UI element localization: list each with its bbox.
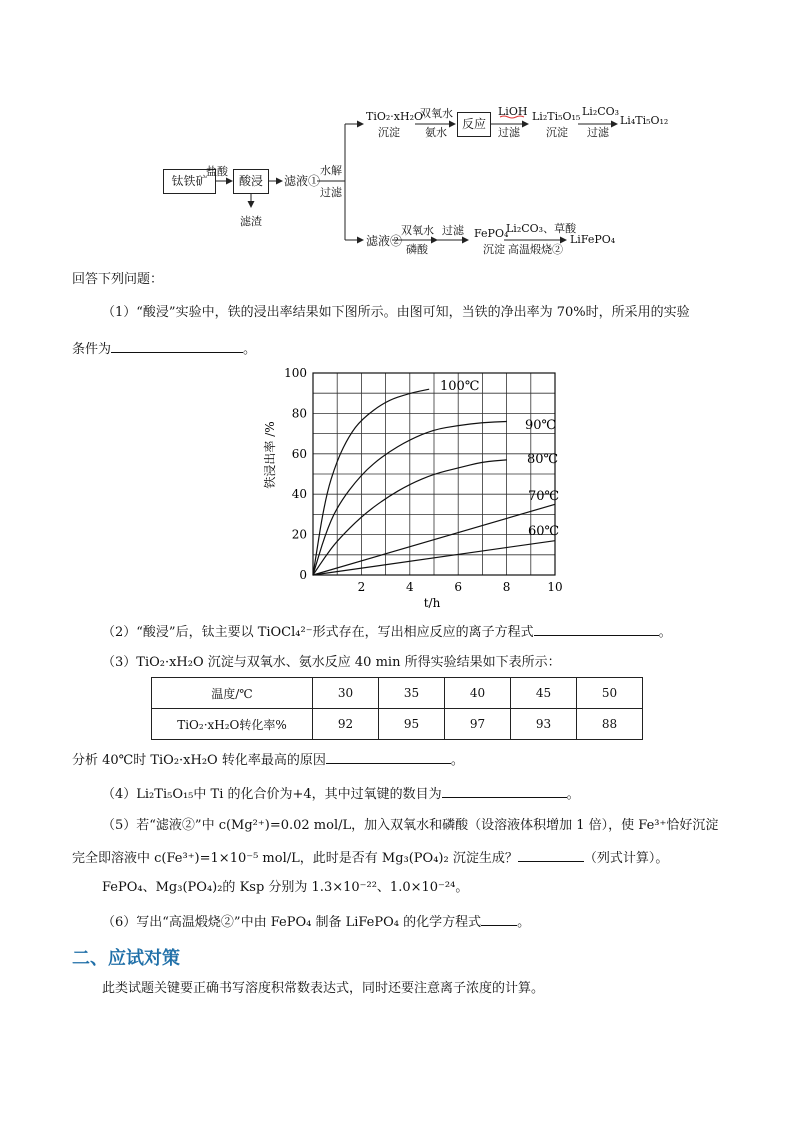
q3-intro: （3）TiO₂·xH₂O 沉淀与双氧水、氨水反应 40 min 所得实验结果如下表所示： <box>102 655 561 670</box>
label-filter-4: 过滤 <box>442 224 464 237</box>
x-tick-label: 4 <box>405 580 414 594</box>
intro-text: 回答下列问题： <box>72 272 164 287</box>
label-h2o2-2: 双氧水 <box>401 224 434 237</box>
table-row <box>152 709 643 740</box>
label-acid: 盐酸 <box>206 165 228 178</box>
box-react: 反应 <box>457 112 491 137</box>
label-lifepo4: LiFePO₄ <box>570 233 616 246</box>
label-li2co3-oxalic: Li₂CO₃、草酸 <box>506 222 577 235</box>
table-header-rate: TiO₂·xH₂O转化率% <box>152 709 313 740</box>
label-filtrate2: 滤液② <box>366 234 403 248</box>
y-tick-label: 40 <box>291 487 307 502</box>
q3-analysis: 分析 40℃时 TiO₂·xH₂O 转化率最高的原因 。 <box>72 750 464 770</box>
table-cell: 50 <box>577 678 643 709</box>
box-leach: 酸浸 <box>233 169 269 194</box>
label-hydrolysis: 水解 <box>320 164 342 177</box>
q4-text: （4）Li₂Ti₅O₁₅中 Ti 的化合价为+4，其中过氧键的数目为 。 <box>102 784 580 804</box>
chart-labels <box>262 366 563 610</box>
table-cell: 95 <box>379 709 445 740</box>
label-filter-3: 过滤 <box>587 126 609 139</box>
label-fepo4: FePO₄ <box>474 227 509 240</box>
section-body: 此类试题关键要正确书写溶度积常数表达式，同时还要注意离子浓度的计算。 <box>102 981 545 996</box>
label-precipitate-3: 沉淀 <box>483 243 505 256</box>
label-h2o2-1: 双氧水 <box>420 107 453 120</box>
y-tick-label: 60 <box>291 446 307 461</box>
label-filter-2: 过滤 <box>498 126 520 139</box>
q5-answer-blank[interactable] <box>518 848 584 862</box>
label-li4ti5o12: Li₄Ti₅O₁₂ <box>620 114 669 127</box>
label-tio2: TiO₂·xH₂O <box>366 110 424 123</box>
series-label: 60℃ <box>528 524 560 539</box>
series-label: 90℃ <box>525 418 557 433</box>
q1-line2: 条件为 。 <box>72 339 256 359</box>
q3-answer-blank[interactable] <box>326 750 451 764</box>
q6-answer-blank[interactable] <box>481 912 517 926</box>
y-axis-label: 铁浸出率 /% <box>263 421 277 489</box>
q1-line1: （1）“酸浸”实验中，铁的浸出率结果如下图所示。由图可知，当铁的净出率为 70%时，所采用的实验 <box>102 305 690 320</box>
q4-answer-blank[interactable] <box>442 784 567 798</box>
section-heading: 二、应试对策 <box>72 948 180 969</box>
table-cell: 30 <box>313 678 379 709</box>
q5-line2: 完全即溶液中 c(Fe³⁺)=1×10⁻⁵ mol/L，此时是否有 Mg₃(PO₄)₂ 沉淀生成？ （列式计算）。 <box>72 848 668 868</box>
label-li2co3: Li₂CO₃ <box>582 105 620 118</box>
table-cell: 35 <box>379 678 445 709</box>
table-cell: 40 <box>445 678 511 709</box>
x-tick-label: 8 <box>502 580 511 594</box>
table-cell: 45 <box>511 678 577 709</box>
x-tick-label: 10 <box>547 580 563 594</box>
label-precipitate-1: 沉淀 <box>378 126 400 139</box>
label-ammonia: 氨水 <box>425 126 447 139</box>
q5-line1: （5）若“滤液②”中 c(Mg²⁺)=0.02 mol/L，加入双氧水和磷酸（设溶液体积增加 1 倍），使 Fe³⁺恰好沉淀 <box>102 818 719 833</box>
table-row <box>152 678 643 709</box>
table-cell: 93 <box>511 709 577 740</box>
series-label: 80℃ <box>527 452 559 467</box>
x-axis-label: t/h <box>423 596 441 610</box>
label-precipitate-2: 沉淀 <box>546 126 568 139</box>
label-filter-1: 过滤 <box>320 186 342 199</box>
q2-answer-blank[interactable] <box>534 622 659 636</box>
y-tick-label: 80 <box>291 406 307 421</box>
q2-text: （2）“酸浸”后，钛主要以 TiOCl₄²⁻形式存在，写出相应反应的离子方程式 。 <box>102 622 672 642</box>
label-filtrate1: 滤液① <box>284 174 321 188</box>
x-tick-label: 2 <box>357 580 366 594</box>
table-cell: 97 <box>445 709 511 740</box>
table-cell: 88 <box>577 709 643 740</box>
label-lioh: LiOH <box>498 105 528 118</box>
q6-text: （6）写出“高温煅烧②”中由 FePO₄ 制备 LiFePO₄ 的化学方程式 。 <box>102 912 530 932</box>
label-li2ti5o15: Li₂Ti₅O₁₅ <box>532 110 581 123</box>
series-line-1 <box>313 389 429 575</box>
x-tick-label: 6 <box>454 580 463 594</box>
table-cell: 92 <box>313 709 379 740</box>
conversion-table <box>151 677 643 740</box>
label-phosphoric: 磷酸 <box>406 243 428 256</box>
y-tick-label: 0 <box>299 568 307 582</box>
label-calcination: 高温煅烧② <box>508 243 563 256</box>
series-label: 100℃ <box>440 379 480 394</box>
series-label: 70℃ <box>528 489 560 504</box>
q5-line3: FePO₄、Mg₃(PO₄)₂的 Ksp 分别为 1.3×10⁻²²、1.0×10⁻²⁴。 <box>102 880 469 895</box>
box-ore: 钛铁矿 <box>163 169 216 194</box>
y-tick-label: 20 <box>291 527 307 542</box>
label-residue: 滤渣 <box>240 215 262 228</box>
y-tick-label: 100 <box>284 366 307 380</box>
table-header-temp: 温度/℃ <box>152 678 313 709</box>
